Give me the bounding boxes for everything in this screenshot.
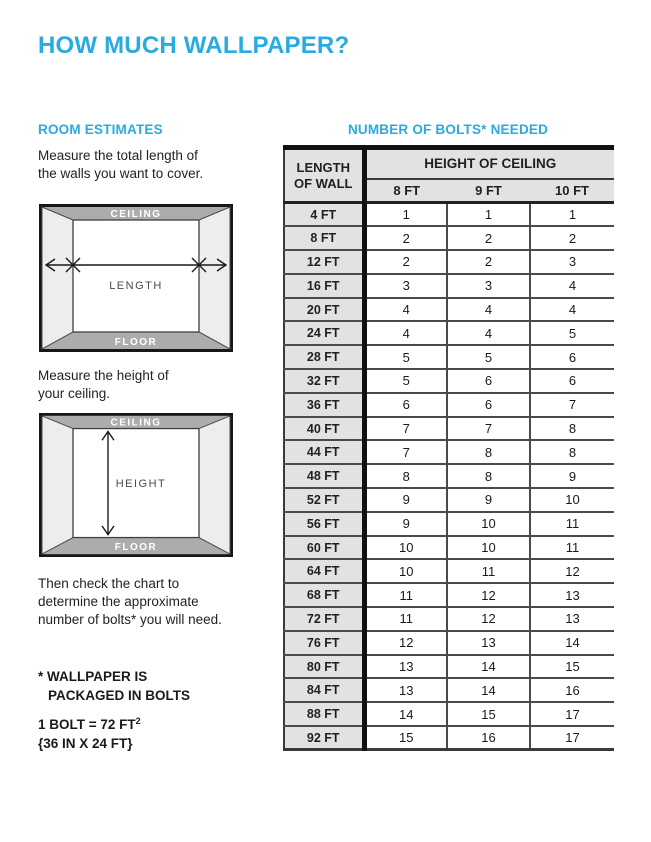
bolt-count-cell: 9 (447, 488, 530, 512)
bolt-exponent: 2 (135, 716, 141, 726)
bolt-count-cell: 11 (530, 512, 614, 536)
bolt-count-cell: 8 (364, 464, 447, 488)
bolt-count-cell: 5 (530, 321, 614, 345)
table-row (284, 440, 614, 464)
bolt-count-cell: 13 (364, 655, 447, 679)
bolt-count-cell: 11 (364, 583, 447, 607)
wall-length-cell: 36 FT (284, 393, 364, 417)
wall-length-cell: 56 FT (284, 512, 364, 536)
bolt-equation: 1 BOLT = 72 FT (38, 717, 136, 732)
floor-label: FLOOR (114, 542, 158, 554)
bolt-count-cell: 12 (447, 583, 530, 607)
table-row (284, 464, 614, 488)
bolt-count-cell: 10 (364, 536, 447, 560)
bolt-count-cell: 6 (447, 369, 530, 393)
bolts-table-body (284, 203, 614, 750)
wallpaper-bolts-footnote: * WALLPAPER IS PACKAGED IN BOLTS (38, 669, 191, 703)
bolt-count-cell: 7 (447, 417, 530, 441)
bolt-count-cell: 7 (530, 393, 614, 417)
bolt-count-cell: 16 (530, 678, 614, 702)
table-row (284, 298, 614, 322)
wall-length-cell: 60 FT (284, 536, 364, 560)
floor-label: FLOOR (114, 337, 158, 348)
bolt-count-cell: 14 (530, 631, 614, 655)
bolt-count-cell: 11 (364, 607, 447, 631)
bolt-count-cell: 10 (364, 559, 447, 583)
instruction-check-chart: Then check the chart to determine the approximate number of bolts* you will need. (38, 576, 222, 627)
bolt-count-cell: 11 (530, 536, 614, 560)
height-label: HEIGHT (115, 478, 167, 490)
wall-length-cell: 40 FT (284, 417, 364, 441)
instruction-measure-length: Measure the total length of the walls you want to cover. (38, 148, 204, 181)
length-of-wall-header: LENGTH OF WALL (284, 148, 364, 203)
bolt-count-cell: 4 (364, 321, 447, 345)
bolt-count-cell: 14 (447, 655, 530, 679)
bolt-count-cell: 8 (530, 417, 614, 441)
table-row (284, 274, 614, 298)
bolt-count-cell: 9 (364, 488, 447, 512)
wall-length-cell: 72 FT (284, 607, 364, 631)
bolt-size-info (38, 712, 141, 753)
wall-length-cell: 68 FT (284, 583, 364, 607)
length-label: LENGTH (109, 280, 163, 292)
table-row (284, 393, 614, 417)
bolt-count-cell: 10 (447, 536, 530, 560)
bolt-count-cell: 13 (530, 583, 614, 607)
wall-length-cell: 64 FT (284, 559, 364, 583)
room-length-diagram (39, 204, 233, 352)
table-row (284, 417, 614, 441)
right-wall (199, 207, 230, 349)
left-wall (42, 416, 73, 554)
bolt-count-cell: 8 (530, 440, 614, 464)
bolt-count-cell: 2 (364, 250, 447, 274)
left-wall (42, 207, 73, 349)
room-height-diagram (39, 413, 233, 557)
bolt-count-cell: 4 (364, 298, 447, 322)
bolt-count-cell: 13 (447, 631, 530, 655)
bolt-dimensions: {36 IN X 24 FT} (38, 736, 133, 751)
bolt-count-cell: 6 (530, 369, 614, 393)
table-row (284, 702, 614, 726)
bolt-count-cell: 3 (364, 274, 447, 298)
table-row (284, 488, 614, 512)
ceiling-label: CEILING (110, 417, 162, 429)
bolt-count-cell: 4 (447, 298, 530, 322)
wall-length-cell: 52 FT (284, 488, 364, 512)
table-row (284, 607, 614, 631)
bolt-count-cell: 6 (447, 393, 530, 417)
wall-length-cell: 20 FT (284, 298, 364, 322)
column-header-8ft: 8 FT (364, 179, 447, 203)
bolt-count-cell: 12 (530, 559, 614, 583)
bolt-count-cell: 17 (530, 726, 614, 750)
bolt-count-cell: 10 (447, 512, 530, 536)
bolt-count-cell: 14 (447, 678, 530, 702)
wall-length-cell: 88 FT (284, 702, 364, 726)
right-wall (199, 416, 230, 554)
wall-length-cell: 80 FT (284, 655, 364, 679)
back-wall (73, 220, 199, 332)
ceiling-label: CEILING (110, 209, 162, 220)
table-row (284, 345, 614, 369)
bolt-count-cell: 12 (447, 607, 530, 631)
bolt-count-cell: 1 (530, 203, 614, 227)
table-row (284, 631, 614, 655)
wall-length-cell: 16 FT (284, 274, 364, 298)
bolt-count-cell: 13 (364, 678, 447, 702)
table-row (284, 583, 614, 607)
bolt-count-cell: 2 (364, 226, 447, 250)
table-row (284, 512, 614, 536)
page-title: HOW MUCH WALLPAPER? (38, 32, 350, 59)
wall-length-cell: 32 FT (284, 369, 364, 393)
instruction-measure-height: Measure the height of your ceiling. (38, 368, 169, 401)
wall-length-cell: 76 FT (284, 631, 364, 655)
bolt-count-cell: 15 (447, 702, 530, 726)
bolt-count-cell: 9 (530, 464, 614, 488)
room-estimates-heading: ROOM ESTIMATES (38, 122, 163, 137)
column-header-10ft: 10 FT (530, 179, 614, 203)
wall-length-cell: 84 FT (284, 678, 364, 702)
table-row (284, 678, 614, 702)
wall-length-cell: 48 FT (284, 464, 364, 488)
bolt-count-cell: 12 (364, 631, 447, 655)
bolt-count-cell: 7 (364, 417, 447, 441)
bolt-count-cell: 5 (364, 345, 447, 369)
bolt-count-cell: 2 (447, 250, 530, 274)
wall-length-cell: 12 FT (284, 250, 364, 274)
table-row (284, 536, 614, 560)
bolt-count-cell: 6 (364, 393, 447, 417)
table-row (284, 369, 614, 393)
bolt-count-cell: 11 (447, 559, 530, 583)
bolt-count-cell: 15 (530, 655, 614, 679)
bolt-count-cell: 8 (447, 464, 530, 488)
table-row (284, 250, 614, 274)
bolt-count-cell: 2 (447, 226, 530, 250)
bolt-count-cell: 17 (530, 702, 614, 726)
table-row (284, 203, 614, 227)
bolt-count-cell: 7 (364, 440, 447, 464)
bolt-count-cell: 2 (530, 226, 614, 250)
bolt-count-cell: 10 (530, 488, 614, 512)
bolts-needed-heading: NUMBER OF BOLTS* NEEDED (347, 122, 549, 137)
bolt-count-cell: 14 (364, 702, 447, 726)
wall-length-cell: 4 FT (284, 203, 364, 227)
table-row (284, 321, 614, 345)
height-of-ceiling-header: HEIGHT OF CEILING (364, 148, 614, 179)
bolt-count-cell: 5 (364, 369, 447, 393)
wall-length-cell: 92 FT (284, 726, 364, 750)
bolt-count-cell: 4 (530, 274, 614, 298)
table-row (284, 655, 614, 679)
bolt-count-cell: 1 (364, 203, 447, 227)
bolt-count-cell: 1 (447, 203, 530, 227)
bolt-count-cell: 8 (447, 440, 530, 464)
bolt-count-cell: 4 (530, 298, 614, 322)
bolt-count-cell: 9 (364, 512, 447, 536)
bolt-count-cell: 16 (447, 726, 530, 750)
wall-length-cell: 28 FT (284, 345, 364, 369)
bolts-table (283, 145, 614, 751)
bolt-count-cell: 5 (447, 345, 530, 369)
bolt-count-cell: 6 (530, 345, 614, 369)
bolt-count-cell: 13 (530, 607, 614, 631)
wall-length-cell: 8 FT (284, 226, 364, 250)
bolt-count-cell: 15 (364, 726, 447, 750)
wall-length-cell: 44 FT (284, 440, 364, 464)
bolt-count-cell: 4 (447, 321, 530, 345)
bolt-count-cell: 3 (447, 274, 530, 298)
column-header-9ft: 9 FT (447, 179, 530, 203)
table-row (284, 559, 614, 583)
table-row (284, 726, 614, 750)
table-row (284, 226, 614, 250)
wall-length-cell: 24 FT (284, 321, 364, 345)
bolt-count-cell: 3 (530, 250, 614, 274)
